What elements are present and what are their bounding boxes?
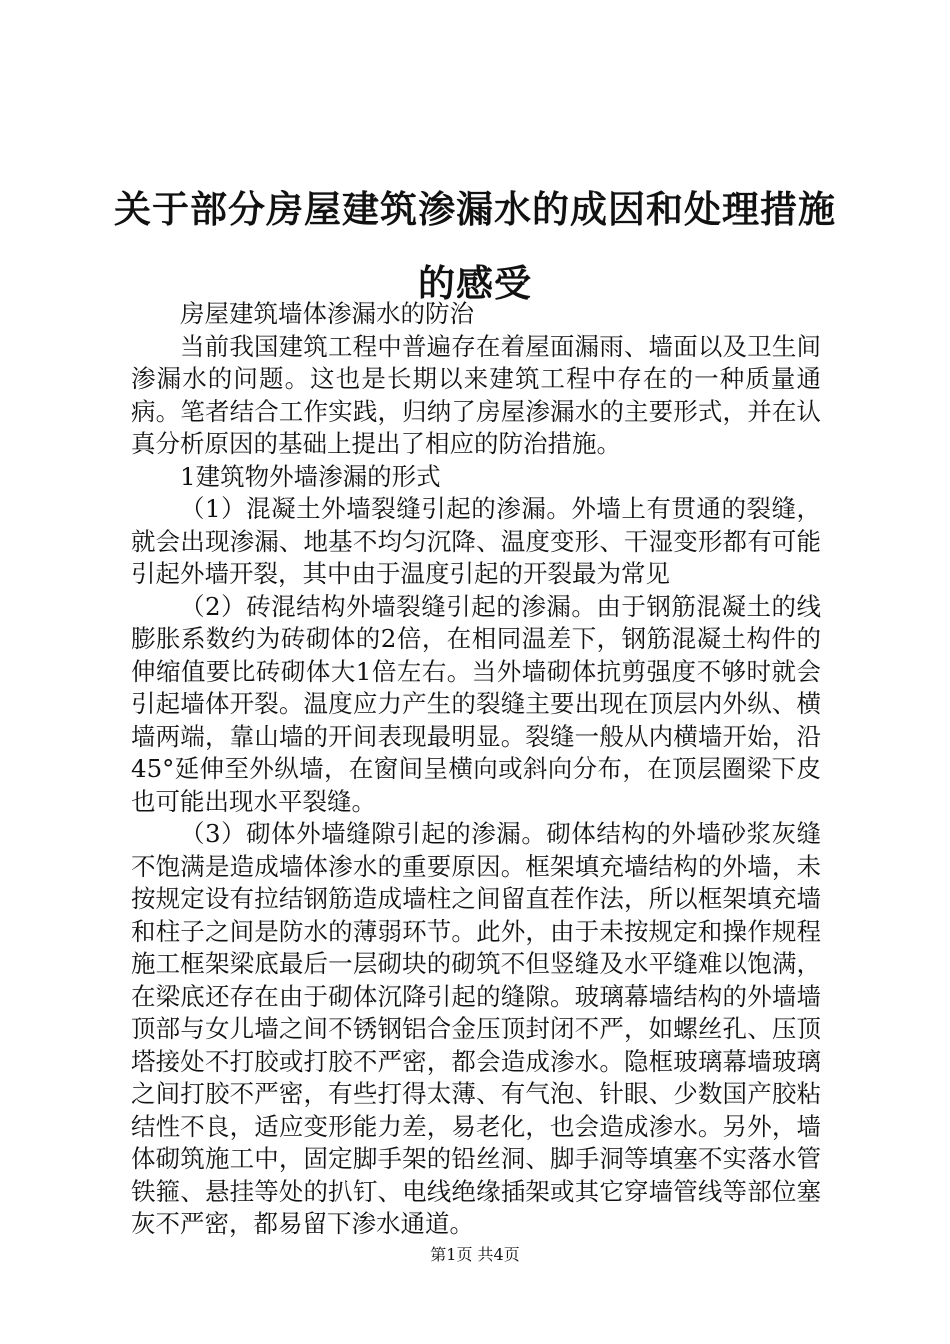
body-paragraph: （1）混凝土外墙裂缝引起的渗漏。外墙上有贯通的裂缝，就会出现渗漏、地基不均匀沉降、温度变形、干湿变形都有可能引起外墙开裂，其中由于温度引起的开裂最为常见 <box>131 494 821 588</box>
body-paragraph: （2）砖混结构外墙裂缝引起的渗漏。由于钢筋混凝土的线膨胀系数约为砖砌体的2倍，在相同温差下，钢筋混凝土构件的伸缩值要比砖砌体大1倍左右。当外墙砌体抗剪强度不够时就会引起墙体开裂。温度应力产生的裂缝主要出现在顶层内外纵、横墙两端，靠山墙的开间表现最明显。裂缝一般从内横墙开始，沿45°延伸至外纵墙，在窗间呈横向或斜向分布，在顶层圈梁下皮也可能出现水平裂缝。 <box>131 591 821 816</box>
document-title: 关于部分房屋建筑渗漏水的成因和处理措施的感受 <box>114 187 836 305</box>
body-paragraph: 当前我国建筑工程中普遍存在着屋面漏雨、墙面以及卫生间渗漏水的问题。这也是长期以来建筑工程中存在的一种质量通病。笔者结合工作实践，归纳了房屋渗漏水的主要形式，并在认真分析原因的基础上提出了相应的防治措施。 <box>131 331 821 458</box>
section-heading: 房屋建筑墙体渗漏水的防治 <box>180 299 474 328</box>
section-heading: 1建筑物外墙渗漏的形式 <box>180 461 441 491</box>
document-body <box>131 298 821 1241</box>
body-paragraph: （3）砌体外墙缝隙引起的渗漏。砌体结构的外墙砂浆灰缝不饱满是造成墙体渗水的重要原因。框架填充墙结构的外墙，未按规定设有拉结钢筋造成墙柱之间留直茬作法，所以框架填充墙和柱子之间是防水的薄弱环节。此外，由于未按规定和操作规程施工框架梁底最后一层砌块的砌筑不但竖缝及水平缝难以饱满，在梁底还存在由于砌体沉降引起的缝隙。玻璃幕墙结构的外墙墙顶部与女儿墙之间不锈钢铝合金压顶封闭不严，如螺丝孔、压顶塔接处不打胶或打胶不严密，都会造成渗水。隐框玻璃幕墙玻璃之间打胶不严密，有些打得太薄、有气泡、针眼、少数国产胶粘结性不良，适应变形能力差，易老化，也会造成渗水。另外，墙体砌筑施工中，固定脚手架的铅丝洞、脚手洞等填塞不实落水管铁箍、悬挂等处的扒钉、电线绝缘插架或其它穿墙管线等部位塞灰不严密，都易留下渗水通道。 <box>131 819 821 1238</box>
page-number-footer: 第1页 共4页 <box>430 1245 520 1264</box>
